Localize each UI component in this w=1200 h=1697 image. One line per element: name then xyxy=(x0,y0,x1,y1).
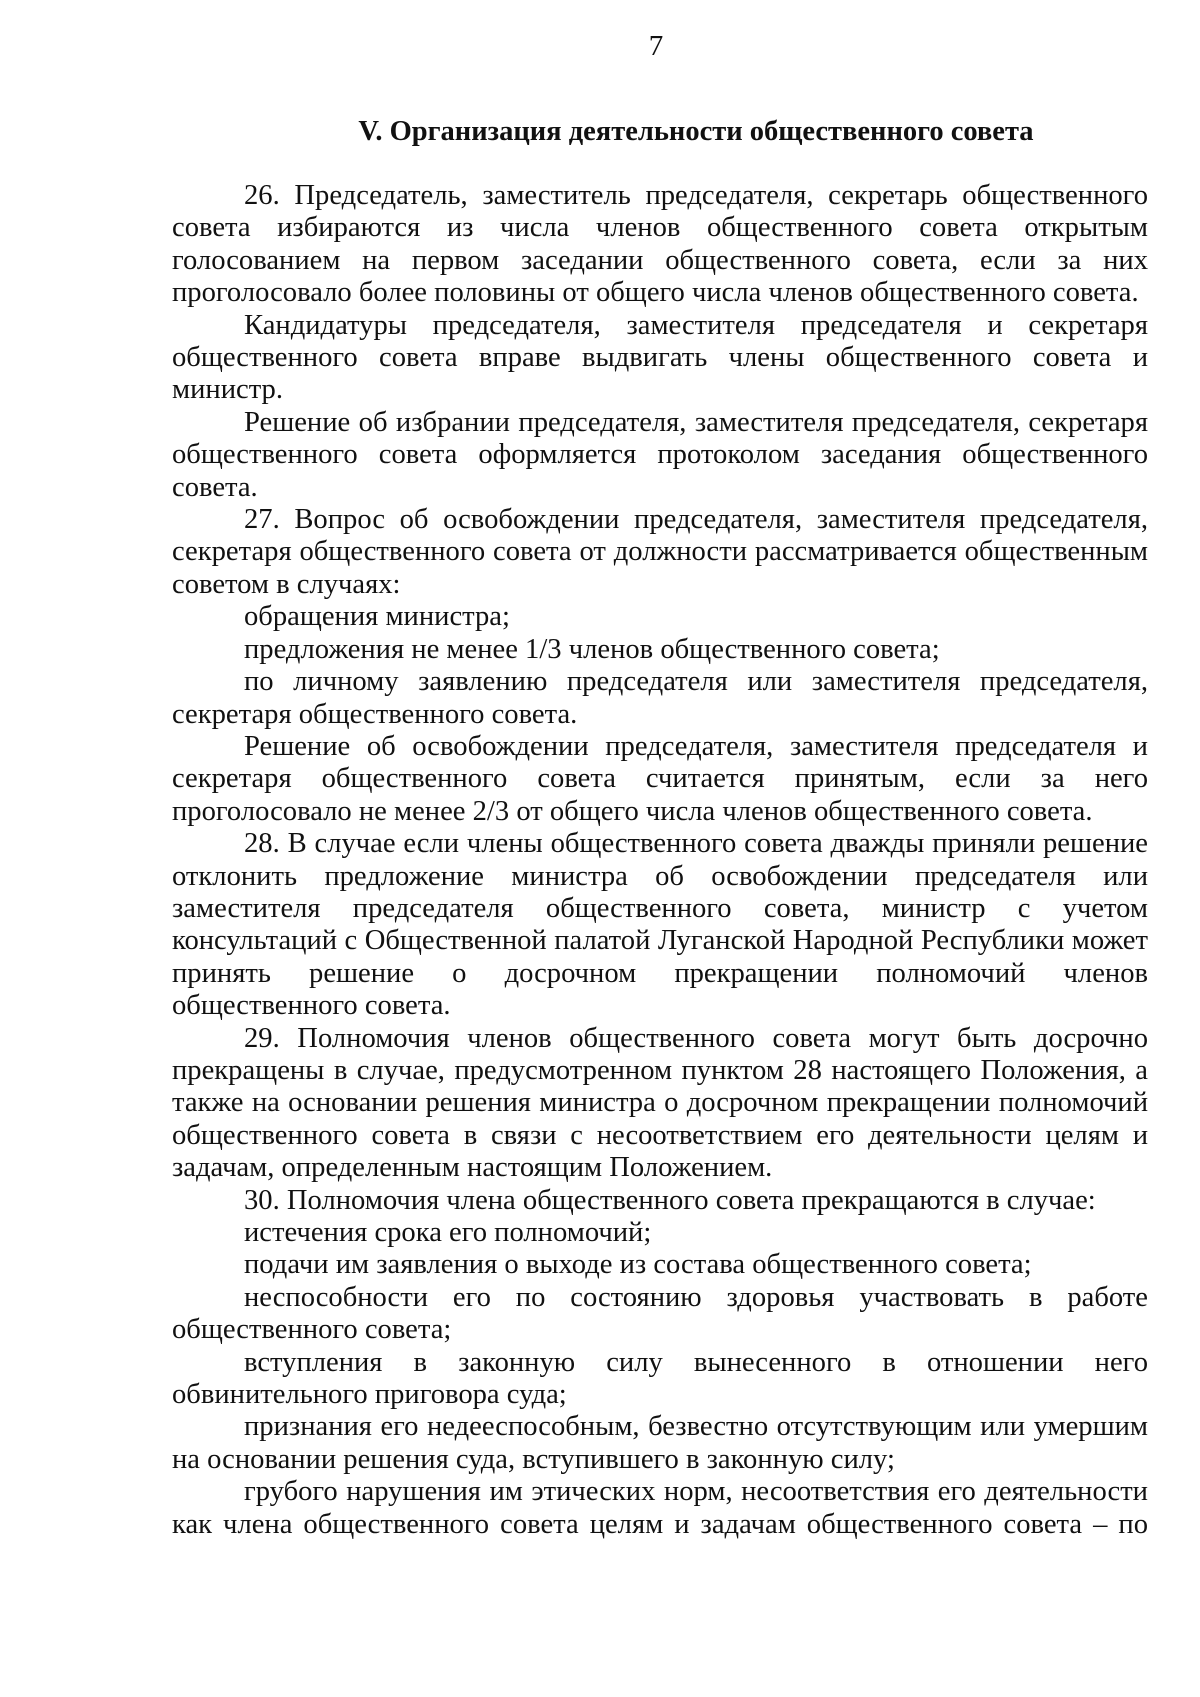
page-number: 7 xyxy=(648,30,664,62)
paragraph-27-item-proposal: предложения не менее 1/3 членов общественного совета; xyxy=(244,633,940,665)
paragraph-30-item-ethics: грубого нарушения им этических норм, несоответствия его деятельности как члена общественного совета целям и задачам общественного совета – по xyxy=(172,1476,1148,1540)
paragraph-30-item-incapacity: признания его недееспособным, безвестно отсутствующим или умершим на основании решения суда, вступившего в законную силу; xyxy=(172,1411,1148,1475)
document-body xyxy=(172,180,1148,1541)
paragraph-30-item-health: неспособности его по состоянию здоровья участвовать в работе общественного совета; xyxy=(172,1281,1148,1346)
paragraph-27-item-minister: обращения министра; xyxy=(244,601,510,633)
paragraph-30-item-term: истечения срока его полномочий; xyxy=(244,1217,652,1248)
paragraph-candidates: Кандидатуры председателя, заместителя председателя и секретаря общественного совета вправе выдвигать члены общественного совета и министр. xyxy=(172,309,1148,406)
paragraph-release-decision: Решение об освобождении председателя, заместителя председателя и секретаря общественного совета считается принятым, если за него проголосовало не менее 2/3 от общего числа членов общественного совета. xyxy=(172,730,1148,827)
paragraph-29: 29. Полномочия членов общественного совета могут быть досрочно прекращены в случае, предусмотренном пунктом 28 настоящего Положения, а также на основании решения министра о досрочном прекращении полномочий общественного совета в связи с несоответствием его деятельности целям и задачам, определенным настоящим Положением. xyxy=(172,1022,1148,1184)
paragraph-30-item-application: подачи им заявления о выходе из состава общественного совета; xyxy=(244,1249,1032,1281)
paragraph-27: 27. Вопрос об освобождении председателя, заместителя председателя, секретаря общественного совета от должности рассматривается общественным советом в случаях: xyxy=(172,504,1148,600)
paragraph-30-item-verdict: вступления в законную силу вынесенного в отношении него обвинительного приговора суда; xyxy=(172,1346,1148,1411)
paragraph-27-item-personal: по личному заявлению председателя или заместителя председателя, секретаря общественного совета. xyxy=(172,666,1148,730)
section-title: V. Организация деятельности общественного совета xyxy=(358,116,1034,147)
paragraph-28: 28. В случае если члены общественного совета дважды приняли решение отклонить предложение министра об освобождении председателя или заместителя председателя общественного совета, министр с учетом консультаций с Общественной палатой Луганской Народной Республики может принять решение о досрочном прекращении полномочий членов общественного совета. xyxy=(172,828,1148,1022)
paragraph-26: 26. Председатель, заместитель председателя, секретарь общественного совета избираются из числа членов общественного совета открытым голосованием на первом заседании общественного совета, если за них проголосовало более половины от общего числа членов общественного совета. xyxy=(172,180,1148,309)
paragraph-30: 30. Полномочия члена общественного совета прекращаются в случае: xyxy=(244,1184,1096,1216)
paragraph-election-decision: Решение об избрании председателя, заместителя председателя, секретаря общественного совета оформляется протоколом заседания общественного совета. xyxy=(172,406,1148,503)
